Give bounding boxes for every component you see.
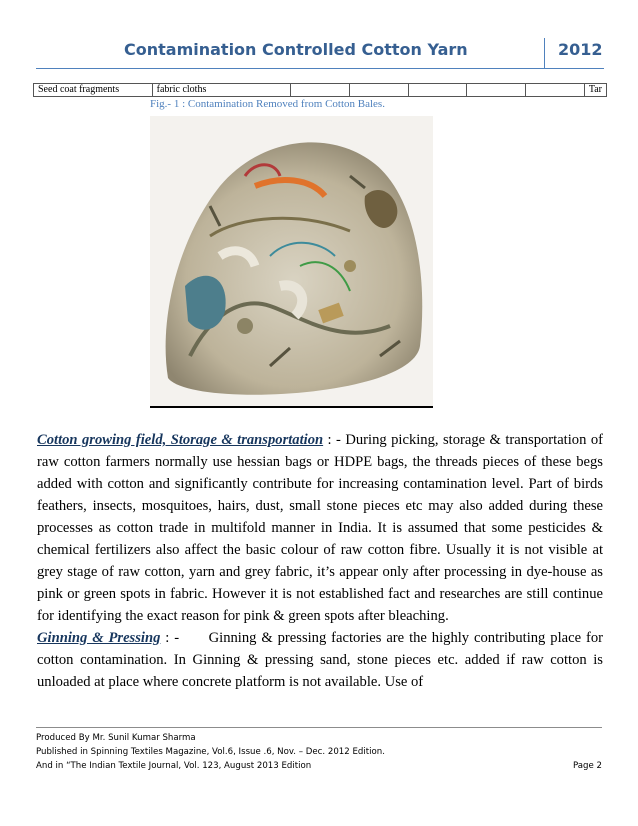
- contamination-table: [33, 83, 607, 97]
- footer-publication: Published in Spinning Textiles Magazine, Vol.6, Issue .6, Nov. – Dec. 2012 Edition.: [36, 747, 385, 757]
- section-paragraph: [37, 627, 603, 693]
- header-year: 2012: [558, 40, 603, 59]
- table-cell: [526, 84, 585, 97]
- section-heading: Cotton growing field, Storage & transportation: [37, 432, 324, 448]
- section-paragraph: [37, 429, 603, 627]
- table-cell: [349, 84, 408, 97]
- section-separator: : -: [323, 432, 346, 448]
- table-row: [34, 84, 607, 97]
- table-cell: Seed coat fragments: [34, 84, 153, 97]
- footer-rule: [36, 727, 602, 728]
- figure-caption: Fig.- 1 : Contamination Removed from Cotton Bales.: [150, 98, 385, 110]
- figure-underline: [150, 406, 433, 408]
- section-separator: : -: [160, 630, 209, 646]
- contamination-photo: [150, 116, 433, 406]
- page-number: Page 2: [572, 761, 602, 771]
- table-cell: Tar: [584, 84, 606, 97]
- header-title: Contamination Controlled Cotton Yarn: [124, 40, 468, 59]
- section-heading: Ginning & Pressing: [37, 630, 161, 646]
- page-footer: [36, 731, 602, 773]
- body-text: [37, 429, 603, 693]
- table-cell: [467, 84, 526, 97]
- table-cell: fabric cloths: [152, 84, 290, 97]
- header-divider: [544, 38, 545, 68]
- footer-author: Produced By Mr. Sunil Kumar Sharma: [36, 733, 196, 743]
- page-header: [36, 38, 604, 69]
- section-text: Ginning & pressing factories are the highly contributing place for cotton contamination. In Ginning & pressing sand, stone pieces etc. added if raw cotton is unloaded at place where concrete platform is not available. Use of: [37, 630, 603, 690]
- footer-journal: And in “The Indian Textile Journal, Vol. 123, August 2013 Edition: [36, 761, 312, 771]
- table-cell: [291, 84, 350, 97]
- table-cell: [408, 84, 467, 97]
- section-text: During picking, storage & transportation of raw cotton farmers normally use hessian bags or HDPE bags, the threads pieces of these begs added with cotton and significantly contribute for increasing contamination level. Part of birds feathers, insects, mosquitoes, hairs, dust, small stone pieces etc may also added during these processes as cotton trade in multifold manner in India. It is assumed that some pesticides & chemical fertilizers also affect the basic colour of raw cotton fibre. Usually it is not visible at grey stage of raw cotton, yarn and grey fabric, it’s appear only after processing in dye-house as pink or green spots in fabric. However it is not established fact and researches are still continue for identifying the exact reason for pink & green spots after bleaching.: [37, 432, 603, 624]
